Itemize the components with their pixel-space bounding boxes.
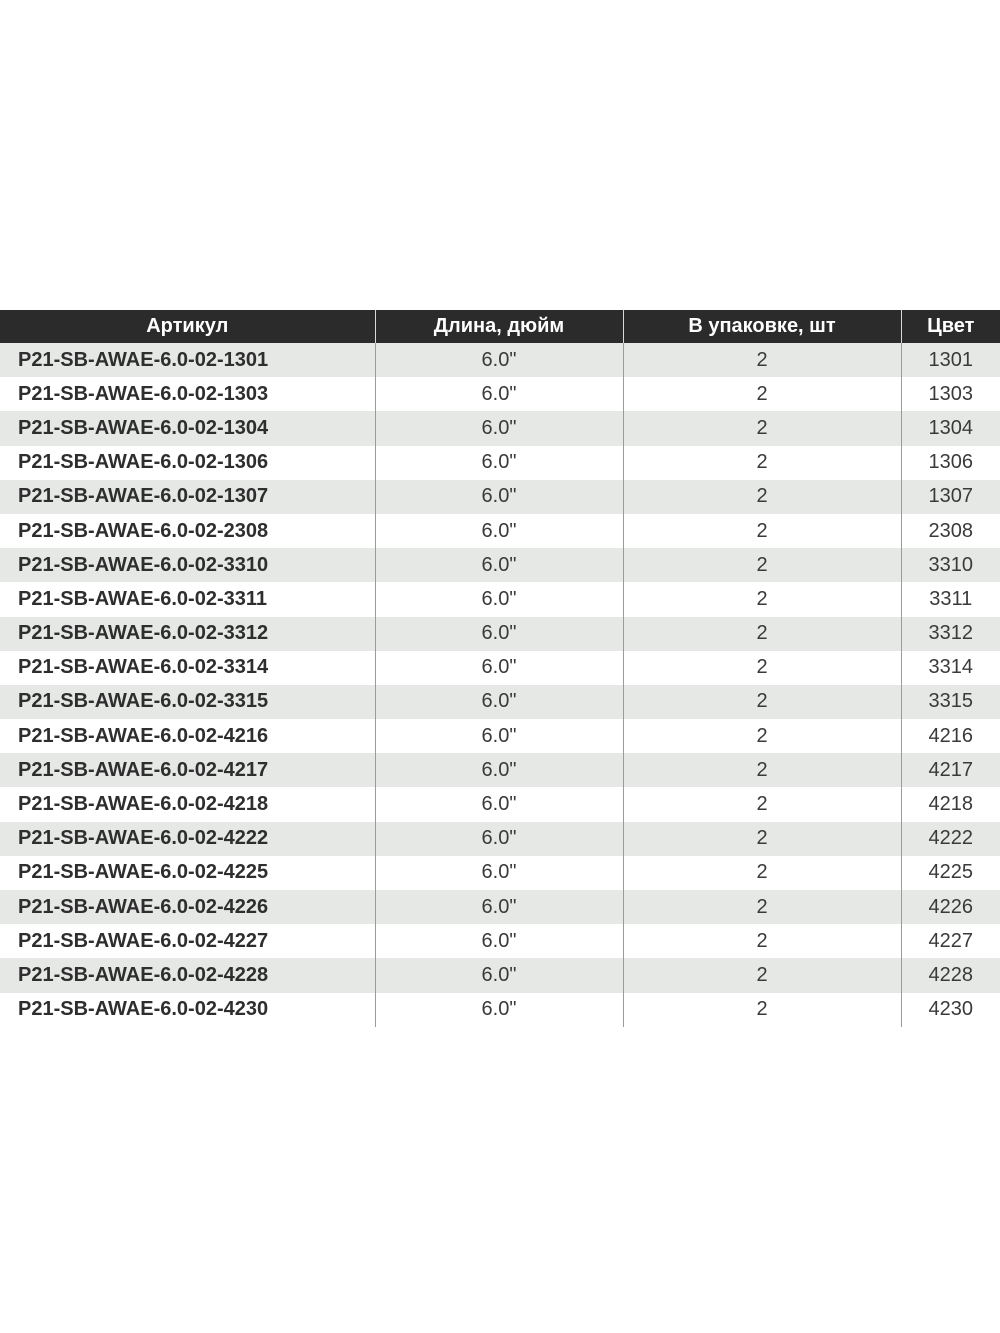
table-row	[0, 480, 1000, 514]
cell-color: 1301	[901, 343, 1000, 377]
table-row	[0, 685, 1000, 719]
cell-sku: P21-SB-AWAE-6.0-02-1304	[0, 411, 375, 445]
table-row	[0, 753, 1000, 787]
header-row	[0, 310, 1000, 343]
cell-color: 3314	[901, 651, 1000, 685]
cell-color: 4218	[901, 787, 1000, 821]
cell-length: 6.0"	[375, 958, 623, 992]
cell-length: 6.0"	[375, 787, 623, 821]
cell-pack-qty: 2	[623, 651, 901, 685]
table-row	[0, 924, 1000, 958]
cell-pack-qty: 2	[623, 753, 901, 787]
cell-pack-qty: 2	[623, 480, 901, 514]
cell-color: 4227	[901, 924, 1000, 958]
table-row	[0, 958, 1000, 992]
table-row	[0, 343, 1000, 377]
table-row	[0, 377, 1000, 411]
cell-length: 6.0"	[375, 480, 623, 514]
cell-sku: P21-SB-AWAE-6.0-02-2308	[0, 514, 375, 548]
cell-color: 4217	[901, 753, 1000, 787]
cell-sku: P21-SB-AWAE-6.0-02-1307	[0, 480, 375, 514]
table-row	[0, 787, 1000, 821]
cell-sku: P21-SB-AWAE-6.0-02-4222	[0, 822, 375, 856]
cell-length: 6.0"	[375, 993, 623, 1027]
table-row	[0, 582, 1000, 616]
cell-sku: P21-SB-AWAE-6.0-02-3311	[0, 582, 375, 616]
cell-pack-qty: 2	[623, 446, 901, 480]
cell-color: 4216	[901, 719, 1000, 753]
cell-length: 6.0"	[375, 548, 623, 582]
cell-color: 2308	[901, 514, 1000, 548]
header-sku: Артикул	[0, 310, 375, 343]
table-row	[0, 411, 1000, 445]
cell-sku: P21-SB-AWAE-6.0-02-4225	[0, 856, 375, 890]
cell-length: 6.0"	[375, 377, 623, 411]
cell-pack-qty: 2	[623, 685, 901, 719]
cell-sku: P21-SB-AWAE-6.0-02-3315	[0, 685, 375, 719]
cell-sku: P21-SB-AWAE-6.0-02-4218	[0, 787, 375, 821]
cell-pack-qty: 2	[623, 514, 901, 548]
cell-color: 3310	[901, 548, 1000, 582]
cell-color: 1306	[901, 446, 1000, 480]
cell-pack-qty: 2	[623, 377, 901, 411]
cell-color: 4225	[901, 856, 1000, 890]
cell-length: 6.0"	[375, 514, 623, 548]
cell-color: 1307	[901, 480, 1000, 514]
cell-pack-qty: 2	[623, 856, 901, 890]
cell-pack-qty: 2	[623, 993, 901, 1027]
table-row	[0, 890, 1000, 924]
table-row	[0, 719, 1000, 753]
cell-color: 4228	[901, 958, 1000, 992]
cell-color: 1304	[901, 411, 1000, 445]
cell-sku: P21-SB-AWAE-6.0-02-1301	[0, 343, 375, 377]
cell-color: 3311	[901, 582, 1000, 616]
cell-length: 6.0"	[375, 446, 623, 480]
cell-color: 3312	[901, 617, 1000, 651]
cell-sku: P21-SB-AWAE-6.0-02-3312	[0, 617, 375, 651]
cell-length: 6.0"	[375, 617, 623, 651]
cell-length: 6.0"	[375, 822, 623, 856]
cell-pack-qty: 2	[623, 958, 901, 992]
cell-color: 1303	[901, 377, 1000, 411]
table-row	[0, 993, 1000, 1027]
cell-pack-qty: 2	[623, 822, 901, 856]
cell-length: 6.0"	[375, 651, 623, 685]
cell-pack-qty: 2	[623, 582, 901, 616]
cell-sku: P21-SB-AWAE-6.0-02-3314	[0, 651, 375, 685]
table-row	[0, 446, 1000, 480]
cell-pack-qty: 2	[623, 343, 901, 377]
cell-sku: P21-SB-AWAE-6.0-02-4230	[0, 993, 375, 1027]
table-row	[0, 651, 1000, 685]
table-row	[0, 617, 1000, 651]
cell-length: 6.0"	[375, 685, 623, 719]
cell-length: 6.0"	[375, 856, 623, 890]
cell-sku: P21-SB-AWAE-6.0-02-1306	[0, 446, 375, 480]
product-table	[0, 310, 1000, 1027]
cell-color: 4230	[901, 993, 1000, 1027]
cell-pack-qty: 2	[623, 890, 901, 924]
header-pack-qty: В упаковке, шт	[623, 310, 901, 343]
table-row	[0, 548, 1000, 582]
header-length: Длина, дюйм	[375, 310, 623, 343]
cell-pack-qty: 2	[623, 924, 901, 958]
cell-length: 6.0"	[375, 924, 623, 958]
cell-sku: P21-SB-AWAE-6.0-02-4228	[0, 958, 375, 992]
cell-sku: P21-SB-AWAE-6.0-02-4216	[0, 719, 375, 753]
cell-length: 6.0"	[375, 890, 623, 924]
cell-color: 4226	[901, 890, 1000, 924]
cell-length: 6.0"	[375, 343, 623, 377]
cell-pack-qty: 2	[623, 787, 901, 821]
cell-color: 4222	[901, 822, 1000, 856]
header-color: Цвет	[901, 310, 1000, 343]
cell-color: 3315	[901, 685, 1000, 719]
cell-sku: P21-SB-AWAE-6.0-02-4226	[0, 890, 375, 924]
cell-sku: P21-SB-AWAE-6.0-02-1303	[0, 377, 375, 411]
cell-sku: P21-SB-AWAE-6.0-02-3310	[0, 548, 375, 582]
cell-pack-qty: 2	[623, 617, 901, 651]
table-row	[0, 514, 1000, 548]
table-row	[0, 822, 1000, 856]
cell-length: 6.0"	[375, 582, 623, 616]
cell-length: 6.0"	[375, 411, 623, 445]
product-table-container	[0, 310, 1000, 1027]
cell-sku: P21-SB-AWAE-6.0-02-4217	[0, 753, 375, 787]
cell-sku: P21-SB-AWAE-6.0-02-4227	[0, 924, 375, 958]
cell-length: 6.0"	[375, 719, 623, 753]
cell-pack-qty: 2	[623, 411, 901, 445]
table-header	[0, 310, 1000, 343]
table-row	[0, 856, 1000, 890]
cell-length: 6.0"	[375, 753, 623, 787]
table-body	[0, 343, 1000, 1027]
cell-pack-qty: 2	[623, 548, 901, 582]
cell-pack-qty: 2	[623, 719, 901, 753]
